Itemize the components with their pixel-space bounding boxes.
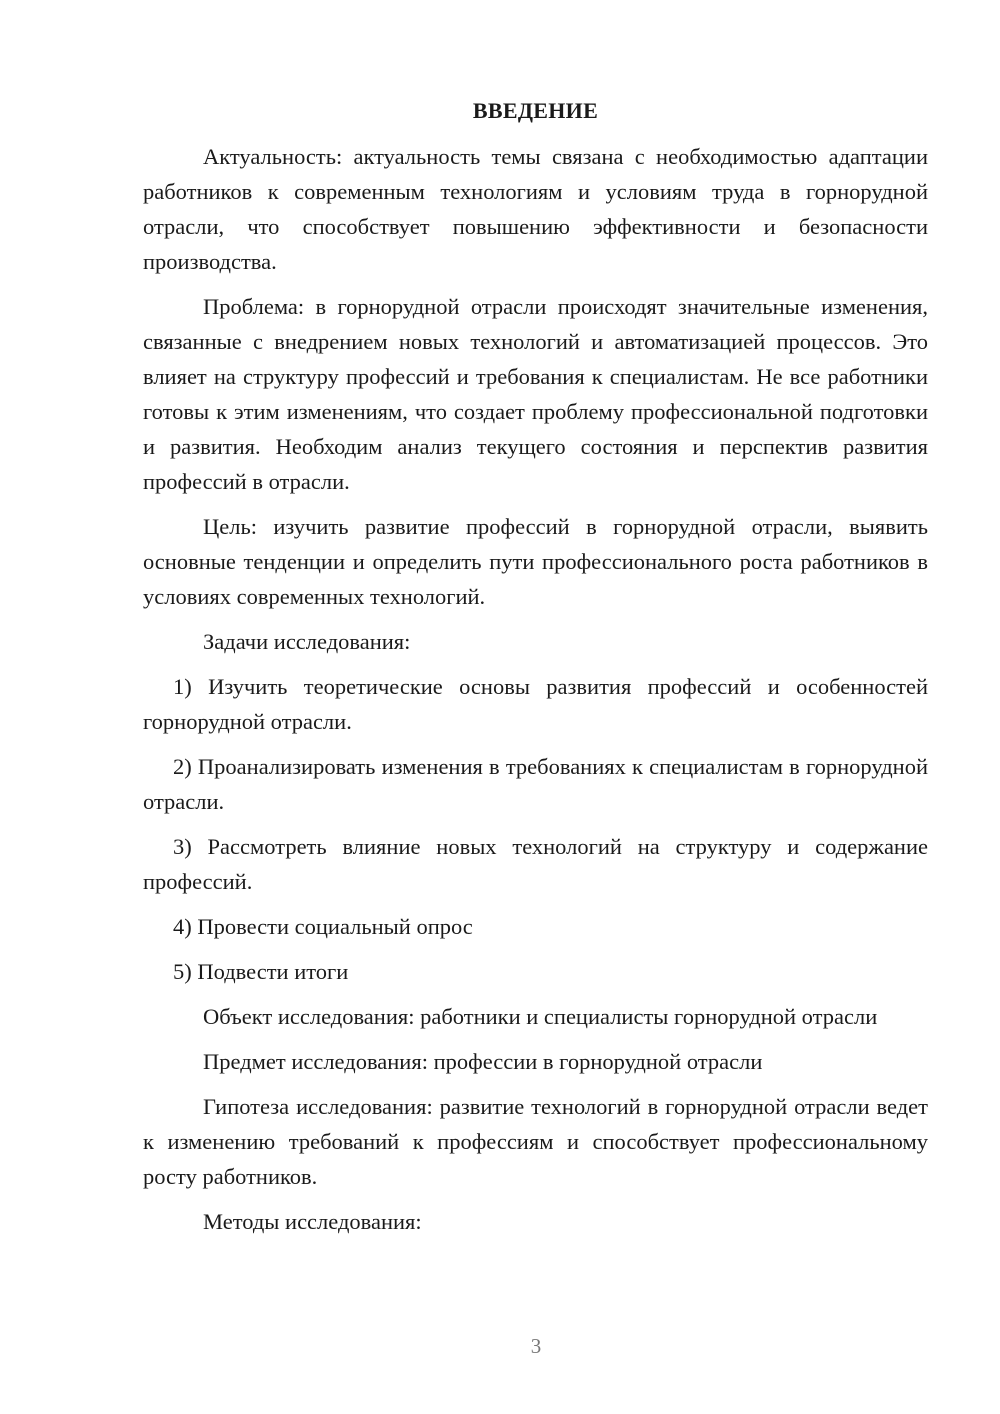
problem-paragraph: Проблема: в горнорудной отрасли происходят значительные изменения, связанные с внедрением новых технологий и автоматизацией процессов. Это влияет на структуру профессий и требования к специалистам. Не все работники готовы к этим изменениям, что создает проблему профессиональной подготовки и развития. Необходим анализ текущего состояния и перспектив развития профессий в отрасли. [143, 294, 928, 494]
document-body [143, 95, 928, 1249]
goal-paragraph: Цель: изучить развитие профессий в горнорудной отрасли, выявить основные тенденции и определить пути профессионального роста работников в условиях современных технологий. [143, 514, 928, 609]
task-item-1: 1) Изучить теоретические основы развития профессий и особенностей горнорудной отрасли. [143, 674, 928, 734]
tasks-title: Задачи исследования: [203, 629, 411, 654]
section-heading: ВВЕДЕНИЕ [472, 98, 599, 123]
object-paragraph: Объект исследования: работники и специалисты горнорудной отрасли [203, 1004, 878, 1029]
task-item-2: 2) Проанализировать изменения в требованиях к специалистам в горнорудной отрасли. [143, 754, 928, 814]
subject-paragraph: Предмет исследования: профессии в горнорудной отрасли [203, 1049, 763, 1074]
relevance-paragraph: Актуальность: актуальность темы связана с необходимостью адаптации работников к современным технологиям и условиям труда в горнорудной отрасли, что способствует повышению эффективности и безопасности производства. [143, 144, 928, 274]
hypothesis-paragraph: Гипотеза исследования: развитие технологий в горнорудной отрасли ведет к изменению требований к профессиям и способствует профессиональному росту работников. [143, 1094, 928, 1189]
methods-title: Методы исследования: [203, 1209, 422, 1234]
task-item-3: 3) Рассмотреть влияние новых технологий на структуру и содержание профессий. [143, 834, 928, 894]
task-item-4: 4) Провести социальный опрос [173, 914, 473, 939]
task-item-5: 5) Подвести итоги [173, 959, 349, 984]
page-number: 3 [530, 1334, 542, 1358]
